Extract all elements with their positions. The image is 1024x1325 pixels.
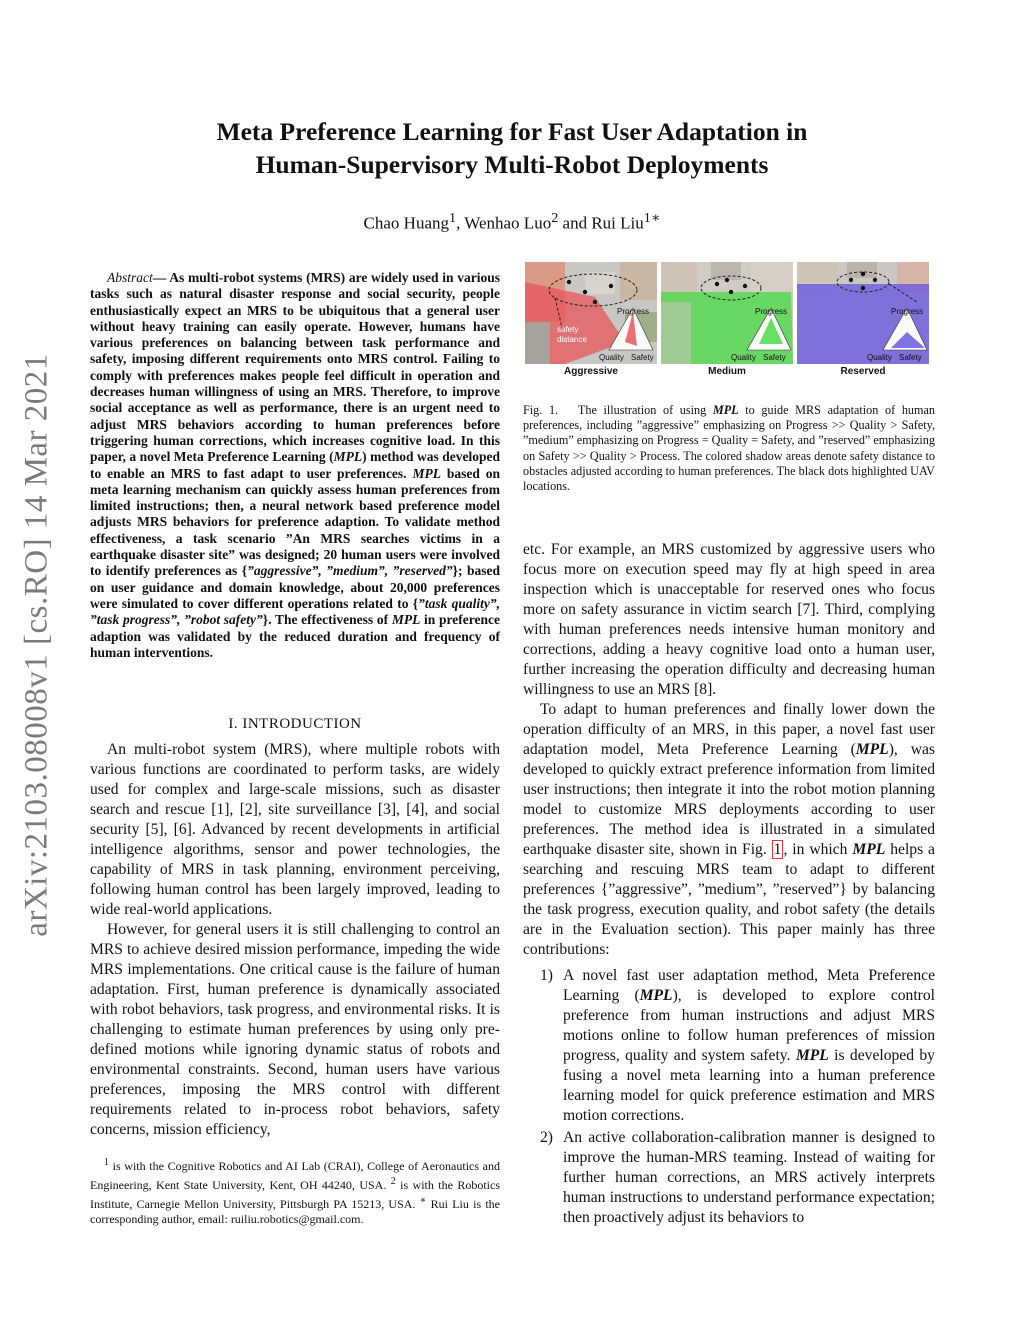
intro-paragraph-2: However, for general users it is still challenging to control an MRS to achieve desired mission performance, impeding the wide MRS implementations. One critical cause is the failure of human adaptation. First, human preference is dynamically associated with robot behaviors, task progress, and environmental risks. It is challenging to estimate human preferences by using only pre-defined motions while ignoring dynamic status of robots and environmental constraints. Second, human users have various preferences, imposing the MRS control with different requirements related to in-process robot behaviors, safety concerns, mission efficiency, (90, 921, 500, 1138)
author-3-affil: 1∗ (643, 210, 661, 226)
abstract-label: Abstract (107, 270, 153, 285)
author-2: , Wenhao Luo (456, 213, 552, 233)
contribution-2-text: An active collaboration-calibration manner is designed to improve the human-MRS teaming. Instead of waiting for further human corrections, an MRS actively interprets human instructions to understand performance expectation; then proactively adjust its behaviors to (563, 1129, 935, 1226)
contribution-number-1: 1) (540, 967, 553, 984)
contributions-list (523, 966, 935, 1228)
contribution-1-text-a: A novel fast user adaptation method, Meta Preference Learning ( (563, 967, 935, 1004)
medium-quality-label: Quality (731, 353, 756, 362)
title-line-1: Meta Preference Learning for Fast User Adaptation in (216, 117, 808, 146)
author-1-affil: 1 (449, 210, 457, 226)
contribution-item-2 (523, 1128, 935, 1228)
footnote-text-1: is with the Cognitive Robotics and AI Lab (CRAI), College of Aeronautics and Engineering, Kent State University, Kent, OH 44240, USA. (90, 1159, 500, 1192)
footnote-sup-1: 1 (104, 1157, 109, 1168)
abstract-mpl-1: MPL (333, 449, 363, 465)
right-p2-text-a: To adapt to human preferences and finally lower down the operation difficulty of an MRS, in this paper, a novel fast user adaptation model, Meta Preference Learning ( (523, 701, 935, 758)
contribution-item-1 (523, 966, 935, 1126)
svg-text:safety: safety (557, 325, 579, 334)
right-column-body (523, 540, 935, 1230)
caption-text-b: to guide MRS adaptation of human preferences, including ”aggressive” emphasizing on Progress >> Quality > Safety, ”medium” emphasizing on Progress = Quality = Safety, and ”reserved” emphasizing on Safety >> Quality > Process. The colored shadow areas denote safety distance to obstacles adjusted according to human preferences. The black dots highlighted UAV locations. (523, 403, 936, 494)
abstract (90, 270, 500, 661)
right-p2-text-c: , in which (783, 841, 853, 858)
reserved-safety-label: Safety (899, 353, 922, 362)
footnote-sup-3: ∗ (419, 1195, 427, 1206)
right-p2-text-b: ), was developed to quickly extract preference information from limited user instructions; then integrate it into the robot motion planning model to customize MRS deployments according to user preferences. The method idea is illustrated in a simulated earthquake disaster site, shown in Fig. (523, 741, 935, 858)
contribution-1-text-b: ), is developed to explore control preference from human instructions and adjust MRS motions online to follow human preferences of mission progress, quality and system safety. (563, 987, 935, 1064)
intro-paragraph-1: An multi-robot system (MRS), where multiple robots with various functions are coordinated to perform tasks, are widely used for complex and large-scale missions, such as disaster search and rescue [1], [2], site surveillance [3], [4], and social security [5], [6]. Advanced by recent developments in artificial intelligence algorithms, sensor and power technologies, the capability of MRS in task planning, environment perceiving, following human control has been largely improved, leading to wide real-world applications. (90, 741, 500, 918)
footnote-text-3: Rui Liu is the corresponding author, email: ruiliu.robotics@gmail.com. (90, 1197, 500, 1226)
aggressive-scene-image (525, 262, 657, 364)
aggressive-safety-label: Safety (631, 353, 654, 362)
contribution-1-mpl-1: MPL (639, 987, 673, 1004)
abstract-text-3: based on meta learning mechanism can quickly assess human preferences from limited instructions; then, a neural network based preference model adjusts MRS behaviors for preference adaption. To validate method effectiveness, a task scenario ”An MRS searches victims in a earthquake disaster site” was designed; 20 human users were involved to identify preferences as { (90, 465, 500, 579)
aggressive-quality-label: Quality (599, 353, 624, 362)
medium-safety-label: Safety (763, 353, 786, 362)
title-line-2: Human-Supervisory Multi-Robot Deployments (255, 150, 769, 179)
abstract-pref-list: ”aggressive”, ”medium”, ”reserved” (247, 563, 453, 579)
contribution-number-2: 2) (540, 1129, 553, 1146)
figure-panel-medium (661, 262, 793, 364)
contribution-1-text-c: is developed by fusing a novel meta learning into a human preference learning model for quick preference estimation and MRS motion corrections. (563, 1047, 935, 1124)
introduction-body (90, 740, 500, 1140)
figure-panel-label-medium: Medium (708, 366, 746, 377)
affiliation-footnote (90, 1155, 500, 1227)
paper-title (100, 115, 924, 181)
right-p2-mpl-2: MPL (852, 841, 886, 858)
medium-progress-label: Progress (755, 307, 788, 316)
abstract-op-list: ”task quality”, ”task progress”, ”robot safety” (90, 595, 500, 628)
abstract-text-6: in preference adaption was validated by the reduced duration and frequency of human interventions. (90, 612, 500, 660)
right-p2-text-d: helps a searching and rescuing MRS team to adapt to different preferences {”aggressive”, ”medium”, ”reserved”} by balancing the task progress, execution quality, and robot safety (the details are in the Evaluation section). This paper mainly has three contributions: (523, 841, 935, 958)
abstract-text-2: ) method was developed to enable an MRS to fast adapt to user preferences. (90, 449, 500, 481)
caption-text-a: The illustration of using (558, 403, 713, 417)
contribution-1-mpl-2: MPL (795, 1047, 829, 1064)
author-1: Chao Huang (363, 213, 450, 233)
author-3: and Rui Liu (558, 213, 644, 233)
figure-panel-label-aggressive: Aggressive (564, 366, 618, 377)
arxiv-stamp (8, 345, 66, 945)
right-paragraph-1: etc. For example, an MRS customized by aggressive users who focus more on execution speed may fly at high speed in area inspection which is unacceptable for reserved ones who focus more on safety assurance in victim search [7]. Third, complying with human preferences needs intensive human monitory and corrections, adding a heavy cognitive load onto a human user, further increasing the operation difficulty and decreasing human willingness to use an MRS [8]. (523, 541, 935, 698)
reserved-quality-label: Quality (867, 353, 892, 362)
section-heading-introduction: I. INTRODUCTION (228, 716, 362, 732)
figure-1-reference-link[interactable]: 1 (773, 841, 782, 858)
figure-1-caption (523, 403, 935, 494)
reserved-progress-label: Progress (891, 307, 924, 316)
abstract-mpl-3: MPL (391, 612, 421, 628)
reserved-scene-image (797, 262, 929, 364)
abstract-text-4: }; based on user guidance and domain knowledge, about 20,000 preferences were simulated to cover different operations related to { (90, 563, 501, 611)
footnote-text-2: is with the Robotics Institute, Carnegie Mellon University, Pittsburgh PA 15213, USA. (90, 1178, 501, 1211)
arxiv-id: arXiv:2103.08008v1 [cs.RO] 14 Mar 2021 (18, 353, 55, 937)
abstract-mpl-2: MPL (412, 465, 441, 481)
caption-prefix: Fig. 1. (523, 403, 559, 417)
footnote-sup-2: 2 (390, 1176, 396, 1187)
svg-text:distance: distance (557, 335, 587, 344)
author-list (100, 210, 924, 234)
figure-panel-aggressive (525, 262, 657, 364)
abstract-text-5: }. The effectiveness of (262, 612, 392, 628)
medium-scene-image (661, 262, 793, 364)
aggressive-progress-label: Progress (617, 307, 650, 316)
right-p2-mpl-1: MPL (855, 741, 889, 758)
author-2-affil: 2 (551, 210, 559, 226)
abstract-text-1: — As multi-robot systems (MRS) are widely used in various tasks such as natural disaster response and social security, people enthusiastically expect an MRS to be ubiquitous that a general user without heavy training can easily operate. However, humans have various preferences on balancing between task performance and safety, imposing different requirements onto MRS control. Failing to comply with preferences makes people feel difficult in operation and decreases human willingness of using an MRS. Therefore, to improve social acceptance as well as performance, there is an urgent need to adjust MRS behaviors according to human preferences before triggering human corrections, which increases cognitive load. In this paper, a novel Meta Preference Learning ( (90, 270, 500, 465)
figure-panel-label-reserved: Reserved (840, 366, 886, 377)
figure-panel-reserved (797, 262, 929, 364)
right-paragraph-2 (523, 700, 935, 960)
caption-mpl: MPL (712, 403, 739, 417)
figure-1 (525, 262, 929, 382)
